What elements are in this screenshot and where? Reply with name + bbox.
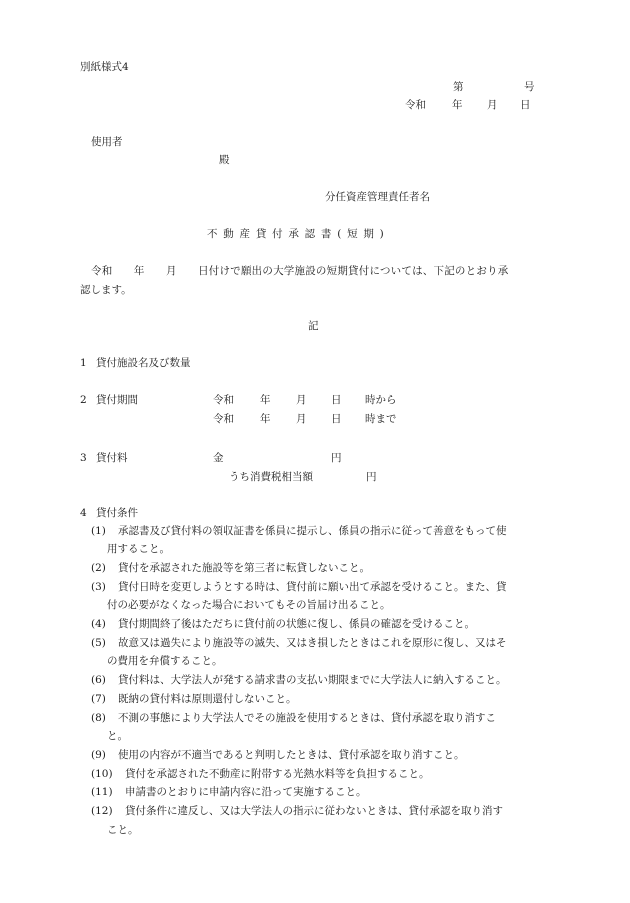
condition-8-number: (8): [91, 712, 106, 724]
condition-12-line-2: こと。: [107, 824, 139, 836]
fee-yen: 円: [331, 452, 342, 464]
document-number-suffix: 号: [524, 81, 535, 93]
condition-6-line-1: 貸付料は、大学法人が発する請求書の支払い期限までに大学法人に納入すること。: [118, 674, 507, 686]
section-4-label: 貸付条件: [96, 507, 138, 519]
condition-1-line-1: 承認書及び貸付料の領収証書を係員に提示し、係員の指示に従って善意をもって使: [118, 525, 507, 537]
period-to-month: 月: [296, 413, 307, 425]
form-id: 別紙様式4: [80, 61, 129, 73]
period-to-hour: 時まで: [365, 413, 397, 425]
ki-heading: 記: [308, 320, 319, 332]
condition-7-line-1: 既納の貸付料は原則還付しないこと。: [118, 693, 297, 705]
condition-8-line-2: と。: [107, 730, 128, 742]
document-number-prefix: 第: [453, 81, 464, 93]
date-day: 日: [520, 99, 531, 111]
document-title: 不動産貸付承認書(短期): [207, 228, 390, 240]
condition-2-number: (2): [91, 562, 106, 574]
section-3-number: 3: [80, 452, 87, 464]
condition-3-line-1: 貸付日時を変更しようとする時は、貸付前に願い出て承認を受けること。また、貸: [118, 581, 507, 593]
condition-9-number: (9): [91, 749, 106, 761]
condition-3-number: (3): [91, 581, 106, 593]
date-month: 月: [487, 99, 498, 111]
tax-label: うち消費税相当額: [229, 471, 313, 483]
section-3-label: 貸付料: [96, 452, 128, 464]
condition-11-number: (11): [91, 786, 113, 798]
body-line-2: 認します。: [80, 284, 132, 296]
recipient-label: 使用者: [91, 136, 123, 148]
condition-6-number: (6): [91, 674, 106, 686]
period-from-month: 月: [296, 394, 307, 406]
date-era: 令和: [405, 99, 426, 111]
condition-5-line-1: 故意又は過失により施設等の滅失、又はき損したときはこれを原形に復し、又はそ: [118, 637, 507, 649]
condition-4-number: (4): [91, 618, 106, 630]
condition-8-line-1: 不測の事態により大学法人でその施設を使用するときは、貸付承認を取り消すこ: [118, 712, 496, 724]
date-year: 年: [452, 99, 463, 111]
condition-12-line-1: 貸付条件に違反し、又は大学法人の指示に従わないときは、貸付承認を取り消す: [125, 805, 503, 817]
period-to-year: 年: [260, 413, 271, 425]
condition-11-line-1: 申請書のとおりに申請内容に沿って実施すること。: [125, 786, 367, 798]
fee-kin: 金: [213, 452, 224, 464]
tax-yen: 円: [366, 471, 377, 483]
condition-1-line-2: 用すること。: [107, 543, 170, 555]
period-to-day: 日: [331, 413, 342, 425]
condition-7-number: (7): [91, 693, 106, 705]
condition-10-line-1: 貸付を承認された不動産に附帯する光熱水料等を負担すること。: [125, 768, 430, 780]
condition-3-line-2: 付の必要がなくなった場合においてもその旨届け出ること。: [107, 599, 391, 611]
recipient-honorific: 殿: [219, 154, 230, 166]
condition-1-number: (1): [91, 525, 106, 537]
condition-10-number: (10): [91, 768, 113, 780]
section-4-number: 4: [80, 507, 87, 519]
condition-5-number: (5): [91, 637, 106, 649]
issuer-name: 分任資産管理責任者名: [325, 191, 430, 203]
section-1-label: 貸付施設名及び数量: [96, 357, 191, 369]
period-to-era: 令和: [213, 413, 234, 425]
period-from-year: 年: [260, 394, 271, 406]
condition-12-number: (12): [91, 805, 113, 817]
body-line-1: 令和 年 月 日付けで願出の大学施設の短期貸付については、下記のとおり承: [91, 265, 509, 277]
period-from-era: 令和: [213, 394, 234, 406]
condition-5-line-2: の費用を弁償すること。: [107, 655, 223, 667]
condition-9-line-1: 使用の内容が不適当であると判明したときは、貸付承認を取り消すこと。: [118, 749, 465, 761]
condition-4-line-1: 貸付期間終了後はただちに貸付前の状態に復し、係員の確認を受けること。: [118, 618, 475, 630]
period-from-hour: 時から: [365, 394, 397, 406]
section-2-number: 2: [80, 394, 87, 406]
condition-2-line-1: 貸付を承認された施設等を第三者に転貸しないこと。: [118, 562, 370, 574]
period-from-day: 日: [331, 394, 342, 406]
section-2-label: 貸付期間: [96, 394, 138, 406]
section-1-number: 1: [80, 357, 87, 369]
